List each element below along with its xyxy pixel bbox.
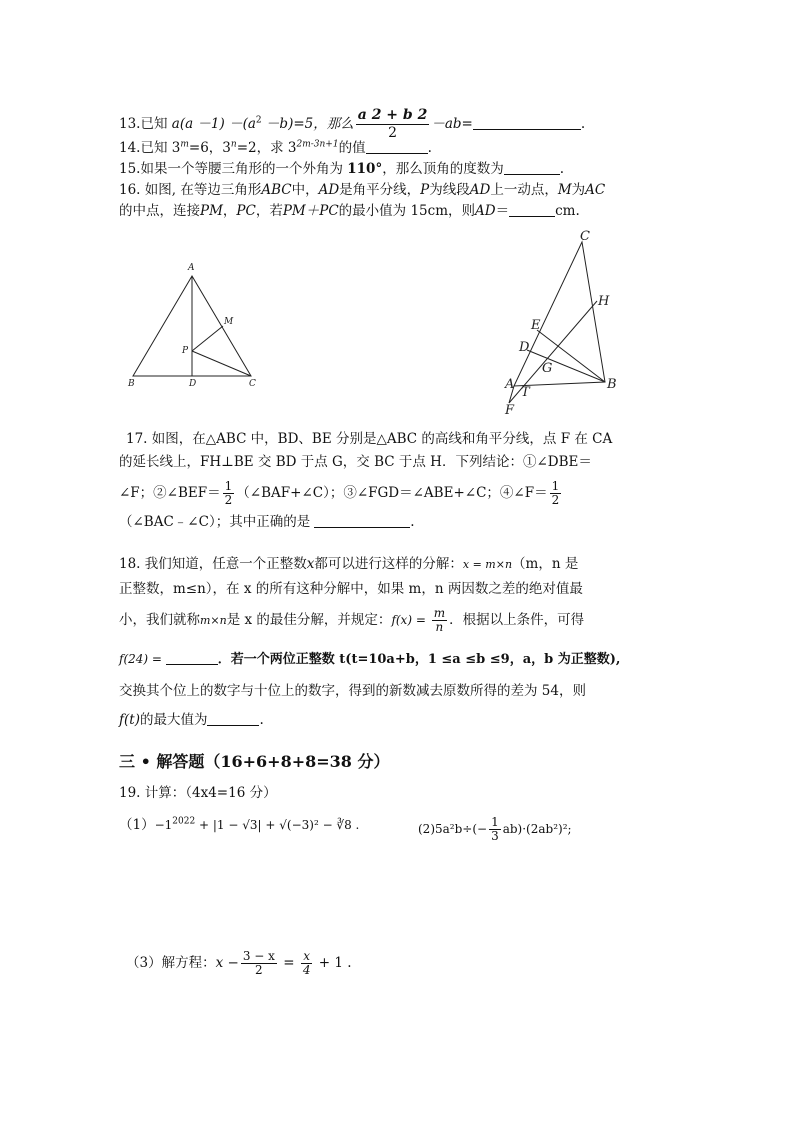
q13-var-a: a <box>171 116 180 132</box>
fig1-label-p: P <box>182 346 189 356</box>
q16-l2e: ＝ <box>495 203 510 219</box>
q18-l4b: ．若一个两位正整数 t(t=10a+b，1 ≤a ≤b ≤9，a，b 为正整数), <box>217 652 621 667</box>
fig2-label-e: E <box>531 318 541 333</box>
q18-l3a: 小，我们就称 <box>119 612 200 628</box>
q16-pmpc: PM＋PC <box>282 203 339 219</box>
question-18-line-6 <box>119 711 264 729</box>
q14-sup-m: m <box>180 139 189 150</box>
question-16-line-2 <box>119 202 580 220</box>
q19-p3-label: （3）解方程： <box>126 955 216 971</box>
section-3-title-text: 三 • 解答题（16+6+8+8=38 分） <box>119 752 390 771</box>
question-13 <box>119 107 585 142</box>
q16-l2b: ， <box>222 203 237 219</box>
q16-l2a: 的中点，连接 <box>119 203 200 219</box>
fig2-label-d: D <box>519 340 530 355</box>
q19-p3-frac-1 <box>241 950 277 977</box>
q16-ad2: AD <box>469 182 491 198</box>
q14-sup-exp: 2m-3n+1 <box>296 139 339 150</box>
question-18-line-2 <box>119 580 583 598</box>
q17-half-1-num: 1 <box>224 479 233 493</box>
q18-end: . <box>259 712 264 728</box>
q17-half-1-den: 2 <box>224 493 233 507</box>
q18-l2: 正整数，m≤n），在 x 的所有这种分解中，如果 m，n 两因数之差的绝对值最 <box>119 581 583 597</box>
q15-angle: 110° <box>347 161 383 177</box>
q19-p1-a: −1 <box>154 818 173 832</box>
q13-prefix: 13.已知 <box>119 116 172 132</box>
q14-end: . <box>427 140 432 156</box>
q17-half-2-den: 2 <box>551 493 560 507</box>
q17-l2: 的延长线上，FH⊥BE 交 BD 于点 G，交 BC 于点 H．下列结论：①∠DBE＝ <box>119 454 592 470</box>
q19-p3-frac1-num: 3 − x <box>242 949 275 963</box>
q14-p2: =6，3 <box>188 140 231 156</box>
q16-l1a: 16. 如图, 在等边三角形 <box>119 182 262 198</box>
q13-frac-num: a 2 + b 2 <box>357 107 428 123</box>
q19-p3-frac1-den: 2 <box>255 963 263 977</box>
q17-l3b: （∠BAF+∠C）；③∠FGD＝∠ABE+∠C；④∠F＝ <box>236 485 548 501</box>
q16-l1c: 是角平分线， <box>339 182 421 198</box>
question-17-line-2 <box>119 453 592 471</box>
q16-unit: cm. <box>555 203 580 219</box>
q18-fraction <box>432 607 447 634</box>
segment-pc <box>192 351 251 376</box>
q18-mxn: x = m×n <box>462 558 513 571</box>
q17-end: . <box>410 514 415 530</box>
q18-l3b: 是 x 的最佳分解，并规定： <box>226 612 392 628</box>
q19-p1-d: − ∛8 . <box>318 818 360 832</box>
q16-p: P <box>420 182 430 198</box>
q18-ft: f(t) <box>119 712 140 728</box>
q19-p2-fraction <box>489 816 501 843</box>
q19-p1-c: √(−3)² <box>279 818 319 832</box>
question-19-part-1 <box>119 816 359 834</box>
fig2-label-b: B <box>607 377 617 392</box>
question-18-line-5 <box>119 682 586 700</box>
q16-pc: PC <box>236 203 256 219</box>
q18-l6b: 的最大值为 <box>139 712 208 728</box>
q18-fx: f(x) = <box>391 613 430 627</box>
q16-answer-blank[interactable] <box>509 203 555 217</box>
fig2-label-t: T <box>521 385 530 400</box>
q18-answer-blank-1[interactable] <box>166 651 218 665</box>
q19-p1-label: （1） <box>119 817 155 833</box>
question-15 <box>119 160 564 178</box>
q13-answer-blank[interactable] <box>473 116 581 130</box>
section-3-title <box>119 752 390 772</box>
q17-half-2-num: 1 <box>551 479 560 493</box>
q18-l1c: （m，n 是 <box>512 556 579 572</box>
fig2-label-f: F <box>505 403 515 418</box>
q18-l1a: 18. 我们知道，任意一个正整数 <box>119 556 307 572</box>
q14-p3: =2，求 3 <box>236 140 297 156</box>
q16-ad: AD <box>318 182 340 198</box>
figure-equilateral-triangle <box>120 255 270 395</box>
q18-x: x <box>306 556 315 572</box>
q19-p3-eq: = <box>278 955 299 971</box>
q18-mxn2: m×n <box>200 614 227 627</box>
q16-l1b: 中， <box>291 182 319 198</box>
q18-frac-den: n <box>435 620 444 634</box>
fig1-label-d: D <box>189 379 197 389</box>
q13-sup: 2 <box>255 115 262 126</box>
question-18-line-4 <box>119 650 620 669</box>
q17-half-2 <box>550 480 562 507</box>
q17-l1: 17. 如图，在△ABC 中，BD、BE 分别是△ABC 的高线和角平分线，点 F 在 CA <box>126 431 613 447</box>
q19-p1-b: + |1 − √3| + <box>195 818 280 832</box>
q16-m: M <box>557 182 572 198</box>
fig2-label-g: G <box>542 361 553 376</box>
q19-p3-x: x − <box>215 955 239 971</box>
q16-l1d: 为线段 <box>429 182 470 198</box>
q19-p2-frac-den: 3 <box>491 829 499 843</box>
q18-l5: 交换其个位上的数字与十位上的数字，得到的新数减去原数所得的差为 54，则 <box>119 683 586 699</box>
segment-bd <box>527 350 605 382</box>
q15-end: . <box>559 161 564 177</box>
q13-expr-2: －b)=5，那么 <box>261 116 354 132</box>
q14-p4: 的值 <box>338 140 366 156</box>
q13-tail: －ab= <box>431 116 473 132</box>
q18-f24: f(24) = <box>119 652 166 666</box>
q17-half-1 <box>223 480 235 507</box>
q16-ac: AC <box>585 182 606 198</box>
q19-p3-frac2-den: 4 <box>302 963 311 977</box>
q18-l3c: ．根据以上条件，可得 <box>449 612 585 628</box>
q18-l1b: 都可以进行这样的分解： <box>314 556 463 572</box>
fig2-label-c: C <box>580 229 590 244</box>
question-18-line-1 <box>119 555 578 574</box>
q19-p3-frac-2 <box>301 950 313 977</box>
q16-abc: ABC <box>261 182 292 198</box>
fig2-label-h: H <box>598 294 610 309</box>
q16-pm: PM <box>200 203 223 219</box>
q17-answer-blank[interactable] <box>314 514 410 528</box>
question-17-line-3 <box>119 480 563 507</box>
q18-frac-num: m <box>433 606 446 620</box>
question-19-part-3 <box>126 950 352 977</box>
q19-p3-tail: + 1 . <box>314 955 352 971</box>
q16-l2c: ，若 <box>255 203 283 219</box>
fig1-label-c: C <box>249 379 256 389</box>
fig2-label-a: A <box>505 377 515 392</box>
q16-l1e: 上一动点， <box>490 182 558 198</box>
q19-p2: (2)5a²b÷(− <box>418 822 488 836</box>
question-19-part-2 <box>418 816 572 843</box>
fig1-label-b: B <box>128 379 135 389</box>
fig1-label-a: A <box>188 263 195 273</box>
question-14 <box>119 139 432 157</box>
q19-p2-tail: ab)·(2ab²)²; <box>502 822 572 836</box>
q17-l3a: ∠F；②∠BEF＝ <box>119 485 221 501</box>
q15-tail: ，那么顶角的度数为 <box>382 161 504 177</box>
q19-p2-frac-num: 1 <box>491 815 499 829</box>
question-19-title <box>119 784 277 802</box>
q13-fraction <box>356 107 430 142</box>
q13-expr-1: (a －1) －(a <box>179 116 256 132</box>
q15-answer-blank[interactable] <box>504 161 560 175</box>
q14-sup-n: n <box>230 139 237 150</box>
q14-answer-blank[interactable] <box>366 140 428 154</box>
question-17-line-4 <box>119 513 415 531</box>
segment-pm <box>192 326 223 351</box>
figure-triangle-bisector <box>495 225 635 420</box>
question-16-line-1 <box>119 181 605 199</box>
fig1-label-m: M <box>224 317 234 327</box>
q17-l4: （∠BAC﹣∠C）；其中正确的是 <box>119 514 311 530</box>
q18-answer-blank-2[interactable] <box>207 712 259 726</box>
q16-l1f: 为 <box>571 182 586 198</box>
q14-p1: 14.已知 3 <box>119 140 181 156</box>
q16-ad3: AD <box>475 203 496 219</box>
q13-end: . <box>580 116 586 132</box>
q13-frac-den: 2 <box>388 125 397 141</box>
q19-title-text: 19. 计算：（4x4=16 分） <box>119 785 277 801</box>
q15-text: 15.如果一个等腰三角形的一个外角为 <box>119 161 348 177</box>
question-17-line-1 <box>126 430 612 448</box>
q19-p1-sup: 2022 <box>172 816 196 827</box>
q16-l2d: 的最小值为 15cm，则 <box>338 203 476 219</box>
triangle-abc-2 <box>514 242 605 386</box>
q19-p3-frac2-num: x <box>303 949 311 963</box>
question-18-line-3 <box>119 607 584 634</box>
